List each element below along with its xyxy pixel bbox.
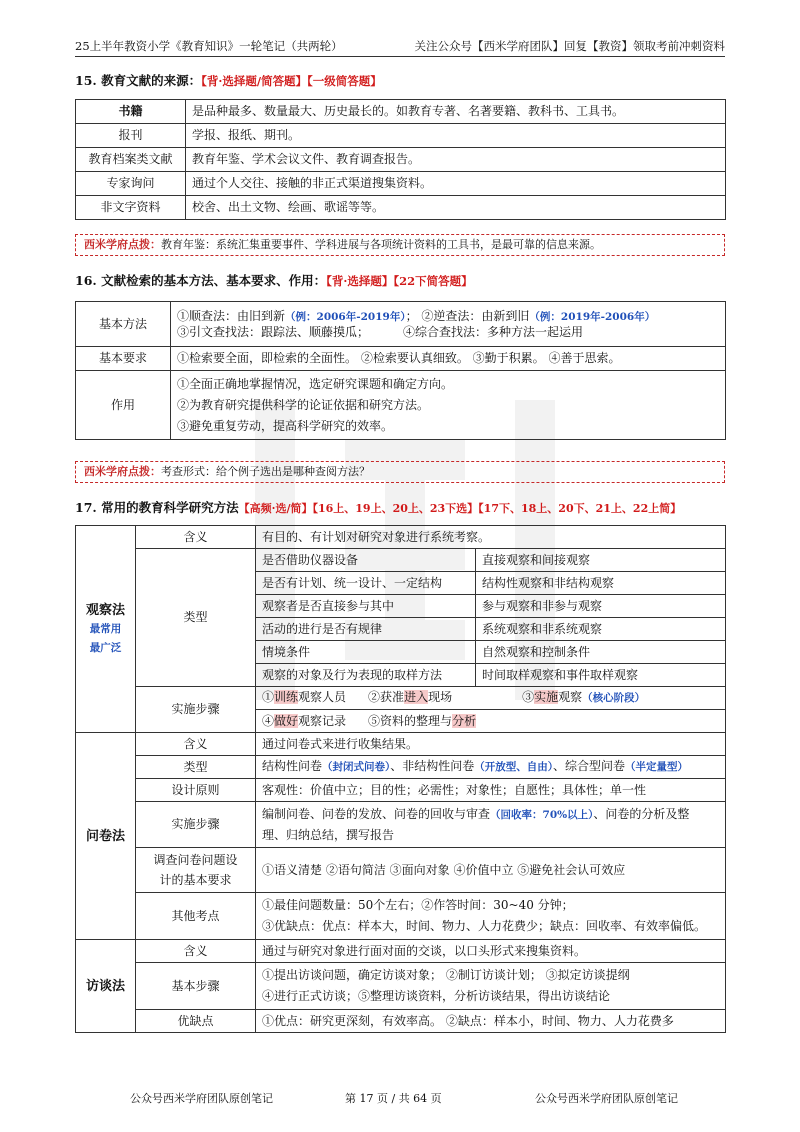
step-text: 观察人员 (298, 690, 347, 704)
row-value: ①语义清楚 ②语句简洁 ③面向对象 ④价值中立 ⑤避免社会认可效应 (256, 848, 726, 893)
type-value: 系统观察和非系统观察 (476, 618, 726, 641)
function-item: ①全面正确地掌握情况，选定研究课题和确定方向。 (177, 376, 454, 391)
section-16-heading: 16. 文献检索的基本方法、基本要求、作用： (75, 273, 327, 288)
note-body: 考查形式：给个例子选出是哪种查阅方法？ (161, 465, 370, 478)
table-row (76, 371, 726, 440)
row-key (136, 848, 256, 893)
table-row (76, 733, 726, 756)
table-row (76, 963, 726, 1010)
observation-sub2: 最广泛 (89, 641, 122, 654)
table-row (76, 756, 726, 779)
table-row (76, 124, 726, 148)
row-key: 基本要求 (76, 347, 171, 371)
table-row (76, 940, 726, 963)
type-key: 观察的对象及行为表现的取样方法 (256, 664, 476, 687)
row-key: 类型 (136, 549, 256, 687)
row-value: 教育年鉴、学术会议文件、教育调查报告。 (186, 148, 726, 172)
type-key: 情境条件 (256, 641, 476, 664)
section-15-tags: 【背·选择题/简答题】【一级简答题】 (201, 74, 382, 88)
type-value: 直接观察和间接观察 (476, 549, 726, 572)
method-line-2 (177, 325, 719, 340)
method-backward-example: （例：2019年-2006年） (529, 310, 656, 323)
step-highlight: 分析 (452, 713, 477, 728)
footer-left: 公众号西米学府团队原创笔记 (130, 1092, 273, 1105)
q-type: 、综合型问卷 (553, 759, 626, 773)
step-text: 观察记录 (298, 713, 347, 728)
table-row (76, 549, 726, 572)
method-interview: 访谈法 (76, 940, 136, 1033)
row-key: 作用 (76, 371, 171, 440)
note-body: 教育年鉴：系统汇集重要事件、学科进展与各项统计资料的工具书，是最可靠的信息来源。 (161, 238, 601, 251)
section-17-title (75, 499, 681, 518)
row-key: 基本步骤 (136, 963, 256, 1010)
type-key: 是否有计划、统一设计、一定结构 (256, 572, 476, 595)
q-step: 、问卷的分析及整 (593, 807, 690, 821)
step-text: 现场 (428, 690, 453, 704)
type-value: 结构性观察和非结构观察 (476, 572, 726, 595)
type-key: 是否借助仪器设备 (256, 549, 476, 572)
type-value: 自然观察和控制条件 (476, 641, 726, 664)
section-15-title (75, 72, 382, 90)
row-value: ①检索要全面，即检索的全面性。 ②检索要认真细致。 ③勤于积累。 ④善于思索。 (171, 347, 726, 371)
section-16-title (75, 272, 473, 290)
step-core-note: （核心阶段） (582, 692, 646, 704)
observation-name: 观察法 (85, 602, 125, 618)
section-16-table (75, 301, 726, 440)
type-key: 活动的进行是否有规律 (256, 618, 476, 641)
table-row (76, 802, 726, 848)
footer-right: 公众号西米学府团队原创笔记 (535, 1092, 678, 1105)
iv-step: ④进行正式访谈；⑤整理访谈资料，分析访谈结果，得出访谈结论 (262, 989, 611, 1003)
q-req-label: 调查问卷问题设 (153, 853, 238, 867)
table-row (76, 302, 726, 347)
method-questionnaire: 问卷法 (76, 733, 136, 940)
row-key: 基本方法 (76, 302, 171, 347)
table-row (76, 1010, 726, 1033)
method-observation (76, 526, 136, 733)
step-highlight: 训练 (274, 690, 299, 704)
row-value: 是品种最多、数量最大、历史最长的。如教育专著、名著要籍、教科书、工具书。 (186, 100, 726, 124)
table-row (76, 687, 726, 710)
section-16-note (75, 461, 725, 483)
row-value: 有目的、有计划对研究对象进行系统考察。 (256, 526, 726, 549)
q-req-label: 计的基本要求 (159, 873, 232, 887)
observation-sub1: 最常用 (89, 622, 122, 635)
section-15-note (75, 234, 725, 256)
row-key: 类型 (136, 756, 256, 779)
row-key: 教育档案类文献 (76, 148, 186, 172)
row-value: 客观性：价值中立；目的性；必需性；对象性；自愿性；具体性；单一性 (256, 779, 726, 802)
row-value (171, 371, 726, 440)
type-key: 观察者是否直接参与其中 (256, 595, 476, 618)
method-forward: ①顺查法：由旧到新 (177, 308, 286, 323)
step-text: ① (262, 690, 275, 704)
step-highlight: 实施 (534, 690, 559, 704)
row-value (256, 802, 726, 848)
step-line-1 (256, 687, 726, 710)
header-left-text: 25上半年教资小学《教育知识》一轮笔记（共两轮） (75, 39, 343, 53)
row-value: 通过与研究对象进行面对面的交谈，以口头形式来搜集资料。 (256, 940, 726, 963)
row-key: 设计原则 (136, 779, 256, 802)
row-value (256, 893, 726, 940)
section-17-heading: 17. 常用的教育科学研究方法 (75, 500, 239, 515)
q-step-note: （回收率：70%以上） (490, 809, 594, 821)
method-backward: ； ②逆查法：由新到旧 (405, 308, 530, 323)
q-type-note: （半定量型） (625, 761, 689, 773)
header-right-text: 关注公众号【西米学府团队】回复【教资】领取考前冲刺资料 (414, 39, 725, 53)
footer-page-number: 第 17 页 / 共 64 页 (345, 1092, 442, 1105)
row-key: 含义 (136, 940, 256, 963)
q-type-note: （开放型、自由） (474, 761, 554, 773)
q-type: 结构性问卷 (262, 759, 323, 773)
table-row (76, 347, 726, 371)
type-value: 参与观察和非参与观察 (476, 595, 726, 618)
section-15-heading: 15. 教育文献的来源： (75, 73, 202, 88)
table-row (76, 148, 726, 172)
row-value (256, 756, 726, 779)
table-row (76, 196, 726, 220)
iv-step: ①提出访谈问题，确定访谈对象； ②制订访谈计划； ③拟定访谈提纲 (262, 968, 630, 982)
q-type-note: （封闭式问卷） (322, 761, 391, 773)
step-text: ④ (262, 713, 275, 728)
row-key: 非文字资料 (76, 196, 186, 220)
row-key: 含义 (136, 526, 256, 549)
method-forward-example: （例：2006年-2019年） (285, 310, 406, 323)
section-17-table (75, 525, 726, 1033)
step-highlight: 做好 (274, 713, 299, 728)
row-value: ①优点：研究更深刻，有效率高。 ②缺点：样本小，时间、物力、人力花费多 (256, 1010, 726, 1033)
row-key: 实施步骤 (136, 687, 256, 733)
row-value: 学报、报纸、期刊。 (186, 124, 726, 148)
step-text: ⑤资料的整理与 (368, 713, 453, 728)
method-line-1 (177, 309, 719, 325)
section-15-table (75, 99, 726, 220)
row-value: 通过个人交往、接触的非正式渠道搜集资料。 (186, 172, 726, 196)
row-key: 优缺点 (136, 1010, 256, 1033)
q-step: 理、归纳总结，撰写报告 (262, 828, 395, 842)
row-value (171, 302, 726, 347)
row-value: 校舍、出土文物、绘画、歌谣等等。 (186, 196, 726, 220)
row-key: 专家询问 (76, 172, 186, 196)
table-row (76, 779, 726, 802)
section-17-tags: 【高频·选/简】【16上、19上、20上、23下选】【17下、18上、20下、21上、22上简】 (238, 502, 682, 515)
table-row (76, 893, 726, 940)
method-combined: ④综合查找法：多种方法一起运用 (403, 324, 584, 339)
function-item: ②为教育研究提供科学的论证依据和研究方法。 (177, 397, 430, 412)
step-highlight: 进入 (404, 690, 429, 704)
table-row (76, 526, 726, 549)
type-value: 时间取样观察和事件取样观察 (476, 664, 726, 687)
note-head: 西米学府点拨： (84, 465, 161, 478)
q-step: 编制问卷、问卷的发放、问卷的回收与审查 (262, 807, 491, 821)
q-type: 、非结构性问卷 (390, 759, 475, 773)
table-row (76, 172, 726, 196)
table-row (76, 848, 726, 893)
function-item: ③避免重复劳动，提高科学研究的效率。 (177, 418, 394, 433)
row-key: 含义 (136, 733, 256, 756)
q-other: ①最佳问题数量：50个左右；②作答时间：30~40 分钟； (262, 898, 574, 912)
row-value (256, 963, 726, 1010)
note-head: 西米学府点拨： (84, 238, 161, 251)
section-16-tags: 【背·选择题】【22下简答题】 (326, 274, 473, 288)
row-key: 其他考点 (136, 893, 256, 940)
step-text: ③ (522, 690, 535, 704)
page-header (75, 36, 725, 57)
step-text: ②获准 (368, 690, 405, 704)
q-other: ③优缺点：优点：样本大，时间、物力、人力花费少；缺点：回收率、有效率偏低。 (262, 919, 707, 933)
row-key: 书籍 (76, 100, 186, 124)
row-key: 报刊 (76, 124, 186, 148)
row-key: 实施步骤 (136, 802, 256, 848)
table-row (76, 100, 726, 124)
row-value: 通过问卷式来进行收集结果。 (256, 733, 726, 756)
step-text: 观察 (558, 690, 583, 704)
method-citation: ③引文查找法：跟踪法、顺藤摸瓜； (177, 324, 370, 339)
step-line-2 (256, 710, 726, 733)
